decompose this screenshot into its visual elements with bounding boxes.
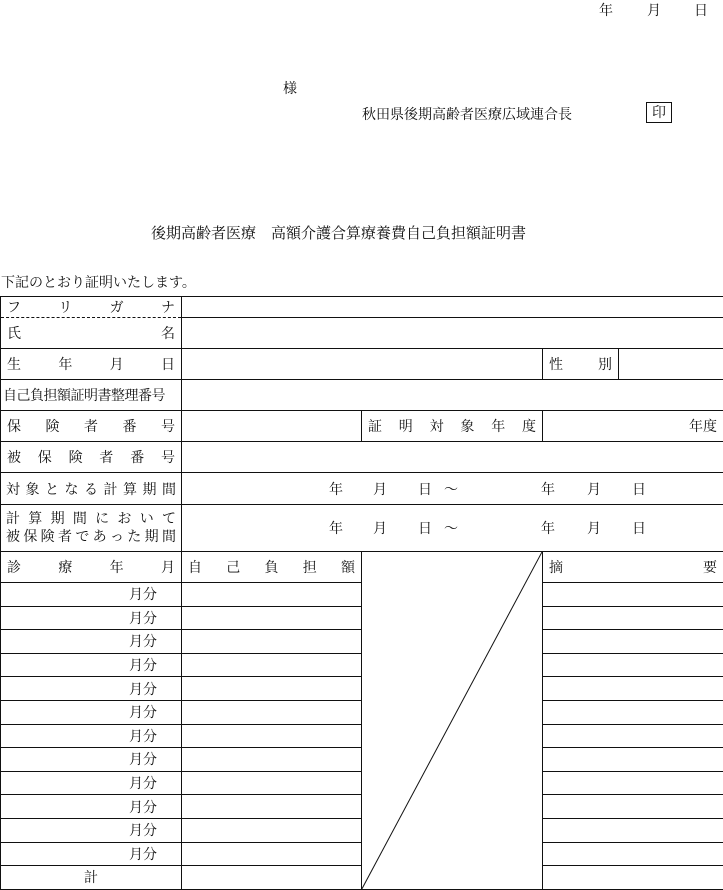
insured-period-label: 計 算 期 間 に お い て 被 保 険 者 で あ っ た 期 間	[1, 505, 182, 552]
self-pay-amount-field[interactable]	[182, 818, 362, 842]
month-label: 月分	[1, 677, 182, 701]
summary-field[interactable]	[543, 630, 723, 654]
issue-date-year: 年	[599, 0, 613, 20]
sex-field[interactable]	[619, 349, 723, 380]
self-pay-amount-field[interactable]	[182, 606, 362, 630]
self-pay-amount-field[interactable]	[182, 583, 362, 607]
insurer-number-label: 保 険 者 番 号	[1, 411, 182, 442]
insured-period-field[interactable]: 年 月 日 〜 年 月 日	[182, 505, 723, 552]
document-title: 後期高齢者医療 高額介護合算療養費自己負担額証明書	[151, 222, 526, 243]
total-summary-field[interactable]	[543, 866, 723, 890]
summary-field[interactable]	[543, 653, 723, 677]
treatment-month-header: 診 療 年 月	[1, 552, 182, 583]
month-label: 月分	[1, 653, 182, 677]
month-label: 月分	[1, 724, 182, 748]
month-label: 月分	[1, 771, 182, 795]
self-pay-amount-field[interactable]	[182, 724, 362, 748]
issue-date-day: 日	[694, 0, 708, 20]
seal-box: 印	[646, 102, 672, 123]
total-label: 計	[1, 866, 182, 890]
target-year-label: 証 明 対 象 年 度	[362, 411, 543, 442]
month-label: 月分	[1, 583, 182, 607]
summary-field[interactable]	[543, 771, 723, 795]
cert-number-field[interactable]	[182, 380, 723, 411]
month-label: 月分	[1, 748, 182, 772]
summary-field[interactable]	[543, 818, 723, 842]
summary-field[interactable]	[543, 842, 723, 866]
self-pay-amount-field[interactable]	[182, 630, 362, 654]
birthdate-label: 生 年 月 日	[1, 349, 182, 380]
issuer-name: 秋田県後期高齢者医療広域連合長	[362, 104, 572, 124]
summary-field[interactable]	[543, 724, 723, 748]
diagonal-strike	[362, 552, 542, 889]
self-pay-header: 自 己 負 担 額	[182, 552, 362, 583]
name-label: 氏 名	[1, 318, 182, 349]
summary-field[interactable]	[543, 583, 723, 607]
summary-header: 摘 要	[543, 552, 723, 583]
year-suffix: 年度	[689, 419, 717, 435]
month-label: 月分	[1, 606, 182, 630]
month-label: 月分	[1, 842, 182, 866]
total-amount-field[interactable]	[182, 866, 362, 890]
crossed-out-area	[362, 552, 543, 890]
furigana-field[interactable]	[182, 297, 723, 318]
month-label: 月分	[1, 700, 182, 724]
issue-date-month: 月	[647, 0, 661, 20]
self-pay-amount-field[interactable]	[182, 795, 362, 819]
summary-field[interactable]	[543, 748, 723, 772]
issue-date	[0, 0, 723, 20]
intro-text: 下記のとおり証明いたします。	[1, 272, 196, 292]
self-pay-amount-field[interactable]	[182, 842, 362, 866]
month-label: 月分	[1, 795, 182, 819]
target-year-field[interactable]	[543, 411, 723, 442]
recipient-honorific: 様	[283, 78, 297, 98]
month-label: 月分	[1, 630, 182, 654]
calc-period-label: 対 象 と な る 計 算 期 間	[1, 473, 182, 505]
self-pay-amount-field[interactable]	[182, 653, 362, 677]
cert-number-label: 自己負担額証明書整理番号	[1, 380, 182, 411]
self-pay-amount-field[interactable]	[182, 771, 362, 795]
self-pay-amount-field[interactable]	[182, 748, 362, 772]
insurer-number-field[interactable]	[182, 411, 362, 442]
insured-number-field[interactable]	[182, 442, 723, 473]
summary-field[interactable]	[543, 795, 723, 819]
summary-field[interactable]	[543, 700, 723, 724]
summary-field[interactable]	[543, 677, 723, 701]
insured-number-label: 被 保 険 者 番 号	[1, 442, 182, 473]
name-field[interactable]	[182, 318, 723, 349]
birthdate-field[interactable]	[182, 349, 543, 380]
summary-field[interactable]	[543, 606, 723, 630]
sex-label: 性 別	[543, 349, 619, 380]
calc-period-field[interactable]: 年 月 日 〜 年 月 日	[182, 473, 723, 505]
month-label: 月分	[1, 818, 182, 842]
self-pay-amount-field[interactable]	[182, 700, 362, 724]
furigana-label: フ リ ガ ナ	[1, 297, 182, 318]
self-pay-amount-field[interactable]	[182, 677, 362, 701]
certificate-form	[0, 296, 723, 890]
